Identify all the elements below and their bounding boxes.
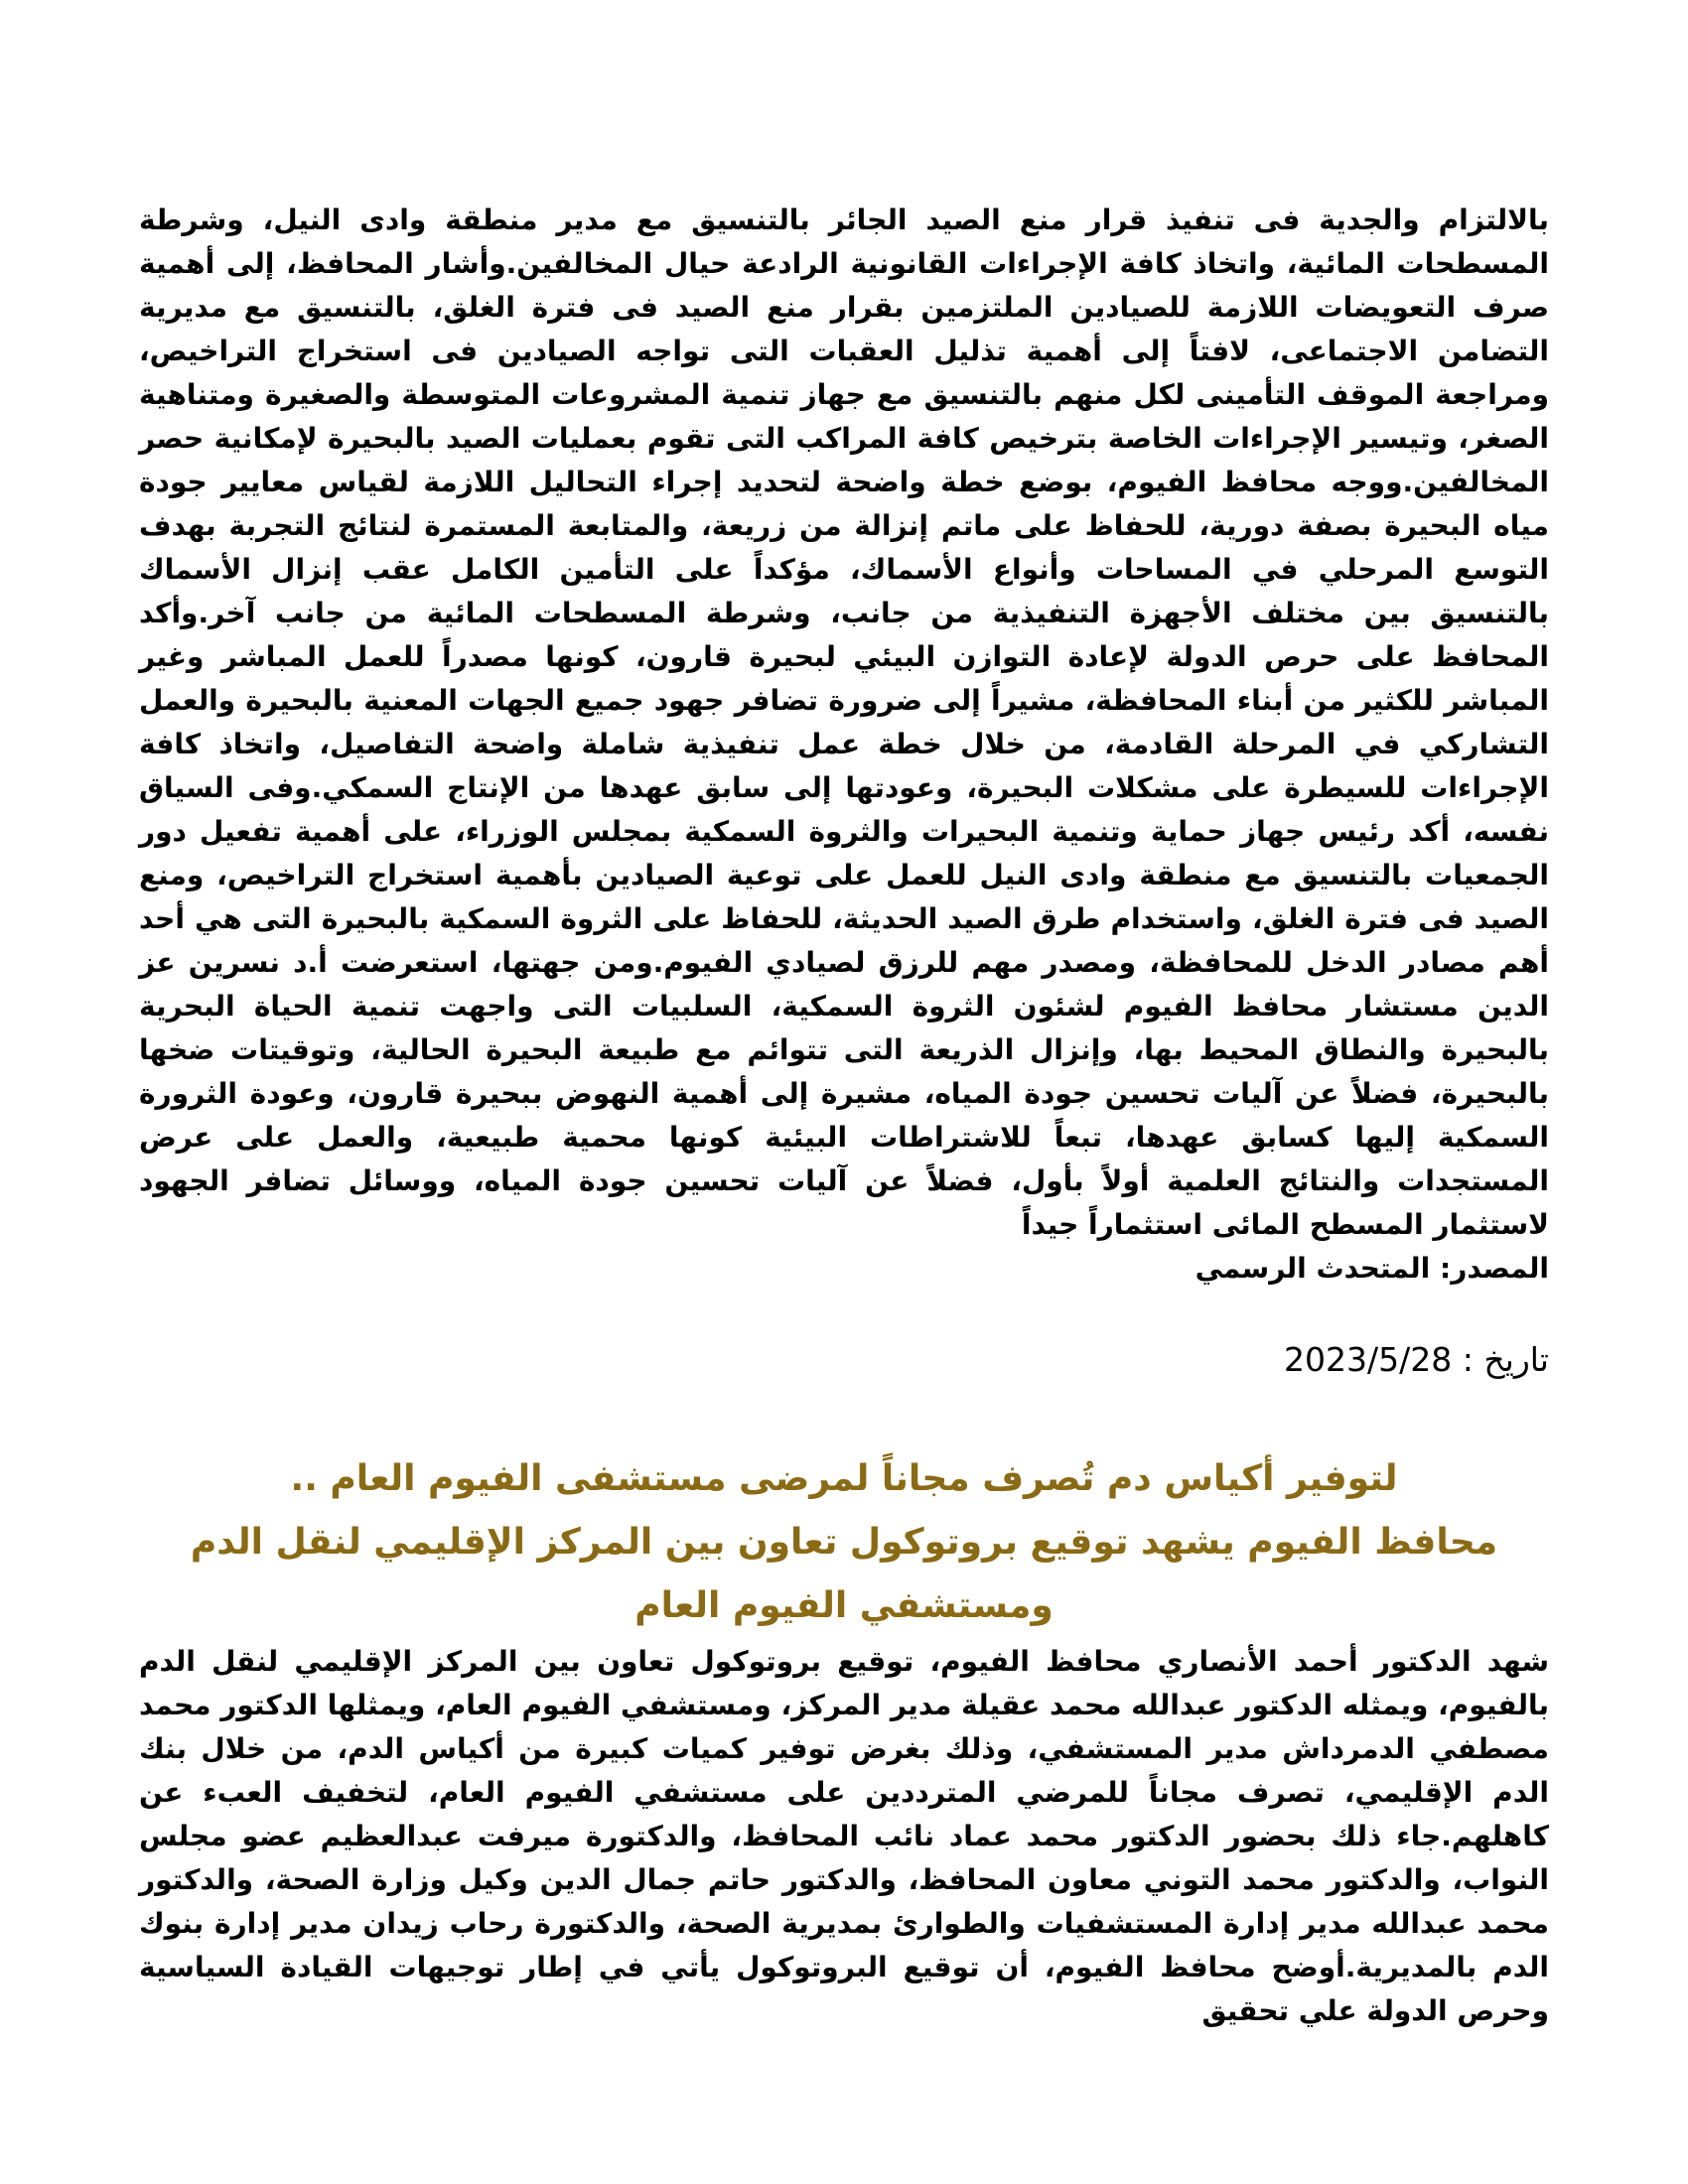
source-line: المصدر: المتحدث الرسمي (1195, 1252, 1549, 1285)
blood-article-title-line2: محافظ الفيوم يشهد توقيع بروتوكول تعاون بين المركز الإقليمي لنقل الدم (190, 1522, 1498, 1563)
date-line: تاريخ : 2023/5/28 (1284, 1340, 1549, 1379)
blood-article-title-line3: ومستشفي الفيوم العام (634, 1585, 1054, 1626)
blood-article-title (139, 1447, 1549, 1638)
fishing-article-body: بالالتزام والجدية فى تنفيذ قرار منع الصيد الجائر بالتنسيق مع مدير منطقة وادى النيل، وشرطة المسطحات المائية، واتخاذ كافة الإجراءات القانونية الرادعة حيال المخالفين.وأشار المحافظ، إلى أهمية صرف التعويضات اللازمة للصيادين الملتزمين بقرار منع الصيد فى فترة الغلق، بالتنسيق مع مديرية التضامن الاجتماعى، لافتاً إلى أهمية تذليل العقبات التى تواجه الصيادين فى استخراج التراخيص، ومراجعة الموقف التأمينى لكل منهم بالتنسيق مع جهاز تنمية المشروعات المتوسطة والصغيرة ومتناهية الصغر، وتيسير الإجراءات الخاصة بترخيص كافة المراكب التى تقوم بعمليات الصيد بالبحيرة لإمكانية حصر المخالفين.ووجه محافظ الفيوم، بوضع خطة واضحة لتحديد إجراء التحاليل اللازمة لقياس معايير جودة مياه البحيرة بصفة دورية، للحفاظ على ماتم إنزالة من زريعة، والمتابعة المستمرة لنتائج التجربة بهدف التوسع المرحلي في المساحات وأنواع الأسماك، مؤكداً على التأمين الكامل عقب إنزال الأسماك بالتنسيق بين مختلف الأجهزة التنفيذية من جانب، وشرطة المسطحات المائية من جانب آخر.وأكد المحافظ على حرص الدولة لإعادة التوازن البيئي لبحيرة قارون، كونها مصدراً للعمل المباشر وغير المباشر للكثير من أبناء المحافظة، مشيراً إلى ضرورة تضافر جهود جميع الجهات المعنية بالبحيرة والعمل التشاركي في المرحلة القادمة، من خلال خطة عمل تنفيذية شاملة واضحة التفاصيل، واتخاذ كافة الإجراءات للسيطرة على مشكلات البحيرة، وعودتها إلى سابق عهدها من الإنتاج السمكي.وفى السياق نفسه، أكد رئيس جهاز حماية وتنمية البحيرات والثروة السمكية بمجلس الوزراء، على أهمية تفعيل دور الجمعيات بالتنسيق مع منطقة وادى النيل للعمل على توعية الصيادين بأهمية استخراج التراخيص، ومنع الصيد فى فترة الغلق، واستخدام طرق الصيد الحديثة، للحفاظ على الثروة السمكية بالبحيرة التى هي أحد أهم مصادر الدخل للمحافظة، ومصدر مهم للرزق لصيادي الفيوم.ومن جهتها، استعرضت أ.د نسرين عز الدين مستشار محافظ الفيوم لشئون الثروة السمكية، السلبيات التى واجهت تنمية الحياة البحرية بالبحيرة والنطاق المحيط بها، وإنزال الذريعة التى تتوائم مع طبيعة البحيرة الحالية، وتوقيتات ضخها بالبحيرة، فضلاً عن آليات تحسين جودة المياه، مشيرة إلى أهمية النهوض ببحيرة قارون، وعودة الثرورة السمكية إليها كسابق عهدها، تبعاً للاشتراطات البيئية كونها محمية طبيعية، والعمل على عرض المستجدات والنتائج العلمية أولاً بأول، فضلاً عن آليات تحسين جودة المياه، ووسائل تضافر الجهود لاستثمار المسطح المائى استثماراً جيداً (139, 204, 1549, 1241)
blood-article-body: شهد الدكتور أحمد الأنصاري محافظ الفيوم، توقيع بروتوكول تعاون بين المركز الإقليمي لنقل الدم بالفيوم، ويمثله الدكتور عبدالله محمد عقيلة مدير المركز، ومستشفي الفيوم العام، ويمثلها الدكتور محمد مصطفي الدمرداش مدير المستشفي، وذلك بغرض توفير كميات كبيرة من أكياس الدم، من خلال بنك الدم الإقليمي، تصرف مجاناً للمرضي المترددين على مستشفي الفيوم العام، لتخفيف العبء عن كاهلهم.جاء ذلك بحضور الدكتور محمد عماد نائب المحافظ، والدكتورة ميرفت عبدالعظيم عضو مجلس النواب، والدكتور محمد التوني معاون المحافظ، والدكتور حاتم جمال الدين وكيل وزارة الصحة، والدكتور محمد عبدالله مدير إدارة المستشفيات والطوارئ بمديرية الصحة، والدكتورة رحاب زيدان مدير إدارة بنوك الدم بالمديرية.أوضح محافظ الفيوم، أن توقيع البروتوكول يأتي في إطار توجيهات القيادة السياسية وحرص الدولة علي تحقيق (139, 1645, 1549, 2027)
blood-article-title-line1: لتوفير أكياس دم تُصرف مجاناً لمرضى مستشفى الفيوم العام .. (290, 1458, 1398, 1499)
